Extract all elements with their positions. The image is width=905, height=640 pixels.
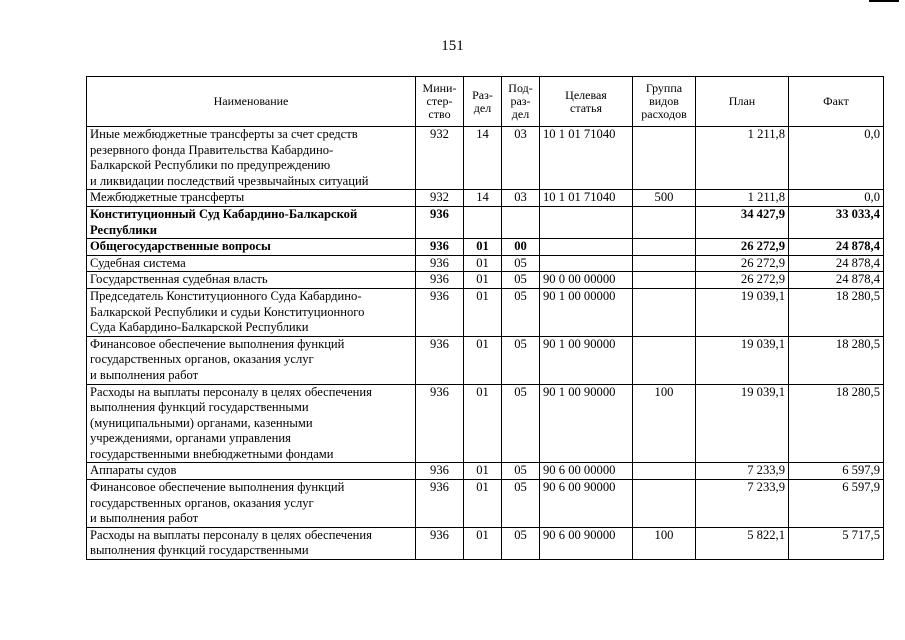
cell-ministry: 932: [416, 127, 464, 190]
cell-plan: 26 272,9: [696, 255, 789, 272]
cell-target: [540, 255, 633, 272]
cell-plan: 19 039,1: [696, 336, 789, 384]
table-header-row: [87, 77, 884, 127]
cell-subsection: 05: [502, 463, 540, 480]
budget-table: [86, 76, 884, 560]
cell-plan: 7 233,9: [696, 480, 789, 528]
cell-plan: 26 272,9: [696, 272, 789, 289]
cell-group: [633, 463, 696, 480]
cell-ministry: 936: [416, 480, 464, 528]
table-row: [87, 480, 884, 528]
cell-group: [633, 239, 696, 256]
cell-fact: 24 878,4: [789, 239, 884, 256]
cell-target: 90 6 00 90000: [540, 527, 633, 559]
cell-name: Финансовое обеспечение выполнения функций государственных органов, оказания услуг и выполнения работ: [87, 480, 416, 528]
cell-fact: 18 280,5: [789, 288, 884, 336]
header-name: Наименование: [87, 77, 416, 127]
cell-group: 100: [633, 527, 696, 559]
cell-plan: 7 233,9: [696, 463, 789, 480]
cell-subsection: 05: [502, 527, 540, 559]
cell-fact: 24 878,4: [789, 255, 884, 272]
cell-ministry: 936: [416, 336, 464, 384]
cell-name: Расходы на выплаты персоналу в целях обеспечения выполнения функций государственными (муниципальными) органами, казенными учреждениями, органами управления государственными внебюджетными фондами: [87, 384, 416, 463]
cell-fact: 33 033,4: [789, 206, 884, 238]
cell-section: 01: [464, 527, 502, 559]
cell-ministry: 936: [416, 463, 464, 480]
cell-name: Межбюджетные трансферты: [87, 190, 416, 207]
cell-target: 90 1 00 90000: [540, 384, 633, 463]
cell-name: Конституционный Суд Кабардино-Балкарской Республики: [87, 206, 416, 238]
header-target: Целевая статья: [540, 77, 633, 127]
cell-plan: 1 211,8: [696, 127, 789, 190]
cell-name: Финансовое обеспечение выполнения функций государственных органов, оказания услуг и выполнения работ: [87, 336, 416, 384]
cell-group: 100: [633, 384, 696, 463]
cell-fact: 6 597,9: [789, 480, 884, 528]
cell-target: 10 1 01 71040: [540, 127, 633, 190]
table-row: [87, 272, 884, 289]
cell-section: 01: [464, 463, 502, 480]
table-row: [87, 239, 884, 256]
cell-name: Председатель Конституционного Суда Кабардино- Балкарской Республики и судьи Конституционного Суда Кабардино-Балкарской Республики: [87, 288, 416, 336]
cell-group: [633, 288, 696, 336]
cell-section: 14: [464, 190, 502, 207]
header-group: Группа видов расходов: [633, 77, 696, 127]
cell-target: 90 0 00 00000: [540, 272, 633, 289]
cell-fact: 0,0: [789, 190, 884, 207]
cell-section: 14: [464, 127, 502, 190]
cell-target: [540, 239, 633, 256]
cell-ministry: 936: [416, 288, 464, 336]
cell-fact: 6 597,9: [789, 463, 884, 480]
cell-subsection: 03: [502, 127, 540, 190]
corner-mark: [869, 0, 899, 2]
header-section: Раз- дел: [464, 77, 502, 127]
cell-plan: 19 039,1: [696, 384, 789, 463]
cell-subsection: 05: [502, 255, 540, 272]
cell-fact: 5 717,5: [789, 527, 884, 559]
cell-subsection: 05: [502, 384, 540, 463]
cell-ministry: 932: [416, 190, 464, 207]
cell-section: 01: [464, 336, 502, 384]
cell-subsection: 03: [502, 190, 540, 207]
cell-group: [633, 336, 696, 384]
cell-name: Государственная судебная власть: [87, 272, 416, 289]
cell-plan: 26 272,9: [696, 239, 789, 256]
cell-ministry: 936: [416, 239, 464, 256]
table-row: [87, 206, 884, 238]
cell-plan: 34 427,9: [696, 206, 789, 238]
table-row: [87, 127, 884, 190]
cell-target: [540, 206, 633, 238]
header-plan: План: [696, 77, 789, 127]
cell-target: 90 1 00 90000: [540, 336, 633, 384]
table-row: [87, 336, 884, 384]
cell-fact: 18 280,5: [789, 384, 884, 463]
table-row: [87, 288, 884, 336]
cell-section: 01: [464, 239, 502, 256]
cell-ministry: 936: [416, 384, 464, 463]
cell-name: Аппараты судов: [87, 463, 416, 480]
cell-section: 01: [464, 255, 502, 272]
header-subsection: Под- раз- дел: [502, 77, 540, 127]
table-row: [87, 190, 884, 207]
cell-plan: 5 822,1: [696, 527, 789, 559]
table-row: [87, 384, 884, 463]
table-row: [87, 463, 884, 480]
cell-section: 01: [464, 384, 502, 463]
cell-group: [633, 127, 696, 190]
cell-ministry: 936: [416, 272, 464, 289]
cell-name: Судебная система: [87, 255, 416, 272]
cell-group: [633, 206, 696, 238]
cell-ministry: 936: [416, 206, 464, 238]
cell-subsection: 05: [502, 480, 540, 528]
cell-fact: 24 878,4: [789, 272, 884, 289]
cell-subsection: 00: [502, 239, 540, 256]
cell-target: 10 1 01 71040: [540, 190, 633, 207]
header-fact: Факт: [789, 77, 884, 127]
cell-target: 90 6 00 00000: [540, 463, 633, 480]
cell-section: [464, 206, 502, 238]
cell-name: Расходы на выплаты персоналу в целях обеспечения выполнения функций государственными: [87, 527, 416, 559]
cell-subsection: 05: [502, 272, 540, 289]
cell-subsection: 05: [502, 336, 540, 384]
header-ministry: Мини- стер- ство: [416, 77, 464, 127]
cell-plan: 1 211,8: [696, 190, 789, 207]
cell-fact: 0,0: [789, 127, 884, 190]
table-row: [87, 255, 884, 272]
cell-target: 90 6 00 90000: [540, 480, 633, 528]
cell-group: 500: [633, 190, 696, 207]
cell-group: [633, 255, 696, 272]
cell-fact: 18 280,5: [789, 336, 884, 384]
page-number: 151: [441, 38, 464, 54]
cell-section: 01: [464, 480, 502, 528]
cell-subsection: 05: [502, 288, 540, 336]
cell-group: [633, 480, 696, 528]
cell-ministry: 936: [416, 527, 464, 559]
cell-ministry: 936: [416, 255, 464, 272]
cell-name: Иные межбюджетные трансферты за счет средств резервного фонда Правительства Кабардино- Балкарской Республики по предупреждению и ликвидации последствий чрезвычайных ситуаций: [87, 127, 416, 190]
cell-section: 01: [464, 272, 502, 289]
cell-subsection: [502, 206, 540, 238]
cell-plan: 19 039,1: [696, 288, 789, 336]
cell-section: 01: [464, 288, 502, 336]
cell-target: 90 1 00 00000: [540, 288, 633, 336]
table-row: [87, 527, 884, 559]
cell-group: [633, 272, 696, 289]
cell-name: Общегосударственные вопросы: [87, 239, 416, 256]
